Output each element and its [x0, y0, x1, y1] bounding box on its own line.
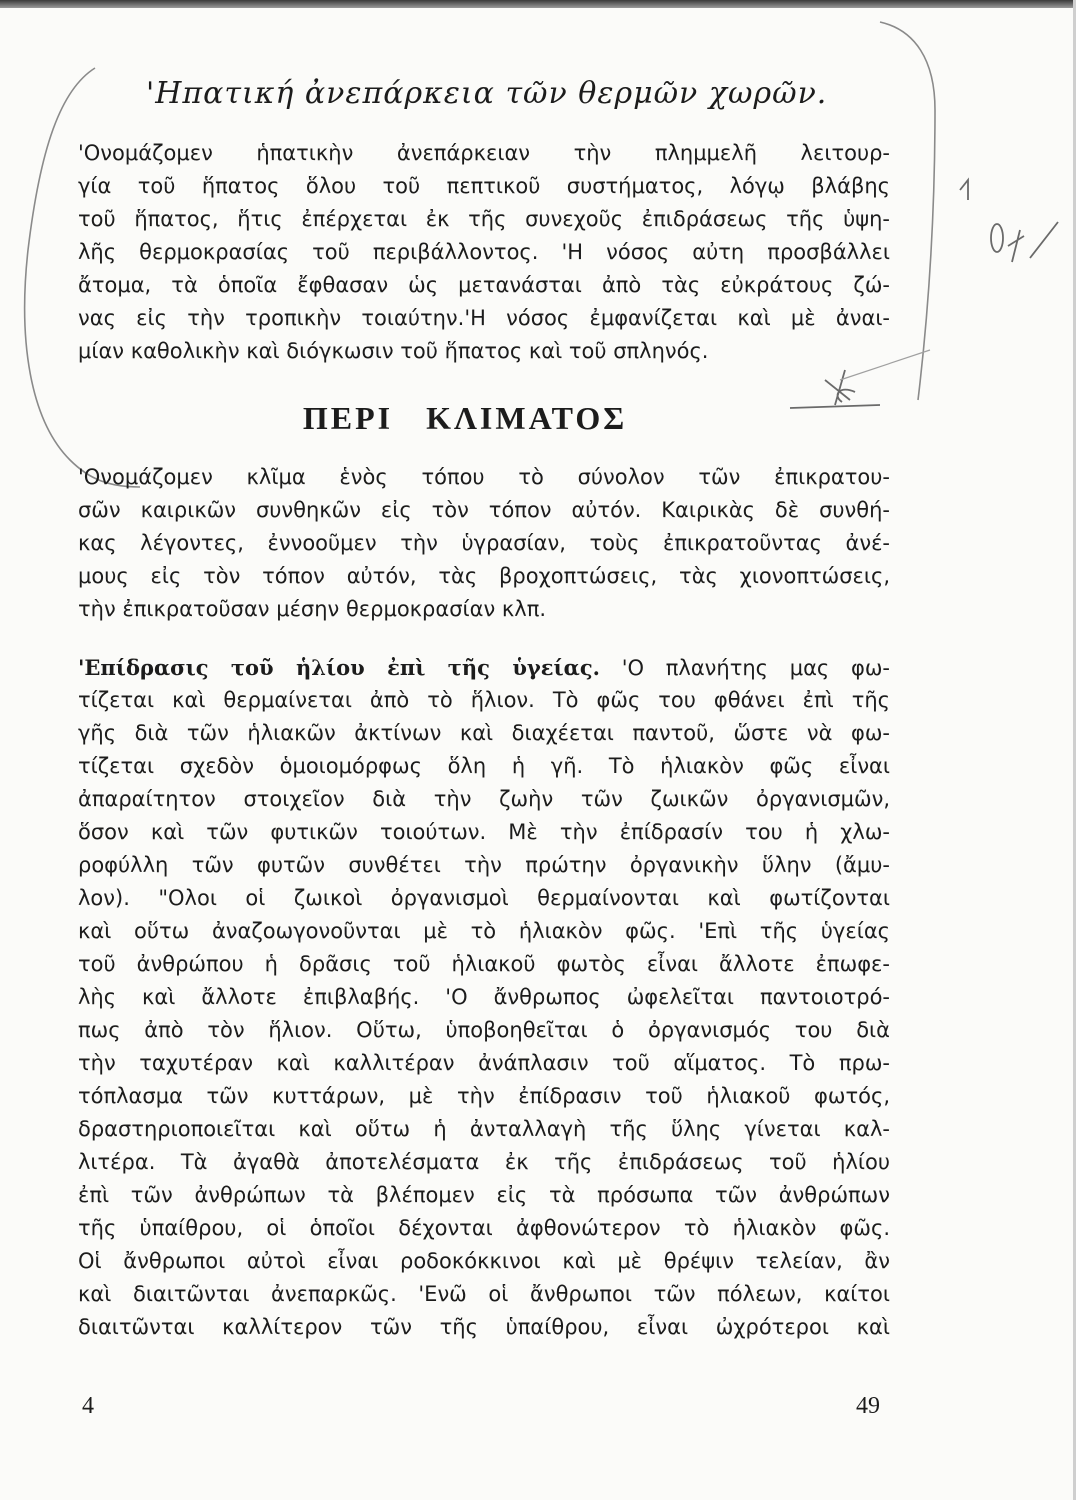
text-line: τίζεται σχεδὸν ὁμοιομόρφως ὅλη ἡ γῆ. Τὸ ἡλιακὸν φῶς εἶναι — [78, 754, 890, 778]
text-line: τοῦ ἀνθρώπου ἡ δρᾶσις τοῦ ἡλιακοῦ φωτὸς εἶναι ἄλλοτε ἐπωφε- — [78, 952, 890, 976]
text-line: πως ἀπὸ τὸν ἥλιον. Οὕτω, ὑποβοηθεῖται ὁ ὀργανισμός του διὰ — [78, 1018, 890, 1042]
section-heading: ΠΕΡΙ ΚΛΙΜΑΤΟΣ — [302, 400, 628, 436]
text-line: σῶν καιρικῶν συνθηκῶν εἰς τὸν τόπον αὐτόν. Καιρικὰς δὲ συνθή- — [78, 498, 890, 522]
text-line: γῆς διὰ τῶν ἡλιακῶν ἀκτίνων καὶ διαχέεται παντοῦ, ὥστε νὰ φω- — [78, 721, 890, 745]
text-line: 'Ονομάζομεν κλῖμα ἑνὸς τόπου τὸ σύνολον τῶν ἐπικρατου- — [78, 465, 890, 489]
text-line: ὅσον καὶ τῶν φυτικῶν τοιούτων. Μὲ τὴν ἐπίδρασίν του ἡ χλω- — [78, 820, 890, 844]
text-line: τῆς ὑπαίθρου, οἱ ὁποῖοι δέχονται ἀφθονώτερον τὸ ἡλιακὸν φῶς. — [78, 1216, 890, 1240]
text-line: ἐπὶ τῶν ἀνθρώπων τὰ βλέπομεν εἰς τὰ πρόσωπα τῶν ἀνθρώπων — [78, 1183, 890, 1207]
text-line: καὶ διαιτῶνται ἀνεπαρκῶς. 'Ενῶ οἱ ἄνθρωποι τῶν πόλεων, καίτοι — [78, 1282, 890, 1306]
text-line: λὴς καὶ ἄλλοτε ἐπιβλαβής. 'Ο ἄνθρωπος ὠφελεῖται παντοιοτρό- — [78, 985, 890, 1009]
paragraph-climate — [78, 461, 890, 626]
text-line: διαιτῶνται καλλίτερον τῶν τῆς ὑπαίθρου, εἶναι ὠχρότεροι καὶ — [78, 1315, 890, 1339]
text-line: τὴν ἐπικρατοῦσαν μέσην θερμοκρασίαν κλπ. — [78, 597, 547, 621]
text-line: τίζεται καὶ θερμαίνεται ἀπὸ τὸ ἥλιον. Τὸ φῶς του φθάνει ἐπὶ τῆς — [78, 688, 890, 712]
text-line: τόπλασμα τῶν κυττάρων, μὲ τὴν ἐπίδρασιν τοῦ ἡλιακοῦ φωτός, — [78, 1084, 890, 1108]
pencil-margin-note — [960, 180, 1058, 262]
text-line: μους εἰς τὸν τόπον αὐτόν, τὰς βροχοπτώσεις, τὰς χιονοπτώσεις, — [78, 564, 890, 588]
text-line: ἄτομα, τὰ ὁποῖα ἔφθασαν ὡς μετανάσται ἀπὸ τὰς εὐκράτους ζώ- — [78, 273, 890, 297]
text-line: νας εἰς τὴν τροπικὴν τοιαύτην.'Η νόσος ἐμφανίζεται καὶ μὲ ἀναι- — [78, 306, 890, 330]
text-line: 'Ονομάζομεν ἡπατικὴν ἀνεπάρκειαν τὴν πλημμελῆ λειτουρ- — [78, 141, 890, 165]
text-line: λιτέρα. Τὰ ἀγαθὰ ἀποτελέσματα ἐκ τῆς ἐπιδράσεως τοῦ ἡλίου — [78, 1150, 890, 1174]
paragraph-hepatic-insufficiency — [78, 137, 890, 368]
text-line: λον). "Ολοι οἱ ζωικοὶ ὀργανισμοὶ θερμαίνονται καὶ φωτίζονται — [78, 886, 890, 910]
text-line: δραστηριοποιεῖται καὶ οὕτω ἡ ἀνταλλαγὴ τῆς ὕλης γίνεται καλ- — [78, 1117, 890, 1141]
text-line: γία τοῦ ἥπατος ὅλου τοῦ πεπτικοῦ συστήματος, λόγῳ βλάβης — [78, 174, 890, 198]
paragraph-sun-effect — [78, 651, 890, 1344]
text-line: καὶ οὕτω ἀναζοωγονοῦνται μὲ τὸ ἡλιακὸν φῶς. 'Επὶ τῆς ὑγείας — [78, 919, 890, 943]
text-fragment: 'Ο πλανήτης μας φω- — [621, 656, 890, 680]
text-line: τὴν ταχυτέραν καὶ καλλιτέραν ἀνάπλασιν τοῦ αἵματος. Τὸ πρω- — [78, 1051, 890, 1075]
text-line: κας λέγοντες, ἐννοοῦμεν τὴν ὑγρασίαν, τοὺς ἐπικρατοῦντας ἀνέ- — [78, 531, 890, 555]
text-line: λῆς θερμοκρασίας τοῦ περιβάλλοντος. 'Η νόσος αὐτη προσβάλλει — [78, 240, 890, 264]
text-line: ροφύλλη τῶν φυτῶν συνθέτει τὴν πρώτην ὀργανικὴν ὕλην (ἄμυ- — [78, 853, 890, 877]
article-title: 'Ηπατική ἀνεπάρκεια τῶν θερμῶν χωρῶν. — [146, 76, 828, 111]
text-line: μίαν καθολικὴν καὶ διόγκωσιν τοῦ ἥπατος καὶ τοῦ σπληνός. — [78, 339, 709, 363]
text-line: Οἱ ἄνθρωποι αὐτοὶ εἶναι ροδοκόκκινοι καὶ μὲ θρέψιν τελείαν, ἂν — [78, 1249, 890, 1273]
page-number-right: 49 — [856, 1393, 880, 1419]
paragraph-lead-heading: 'Επίδρασις τοῦ ἡλίου ἐπὶ τῆς ὑγείας. — [78, 655, 600, 680]
text-line-with-lead — [78, 651, 890, 684]
page-number-left: 4 — [82, 1393, 94, 1419]
scan-top-border — [0, 0, 1076, 8]
text-line: ἀπαραίτητον στοιχεῖον διὰ τὴν ζωὴν τῶν ζωικῶν ὀργανισμῶν, — [78, 787, 890, 811]
text-line: τοῦ ἥπατος, ἥτις ἐπέρχεται ἐκ τῆς συνεχοῦς ἐπιδράσεως τῆς ὑψη- — [78, 207, 890, 231]
